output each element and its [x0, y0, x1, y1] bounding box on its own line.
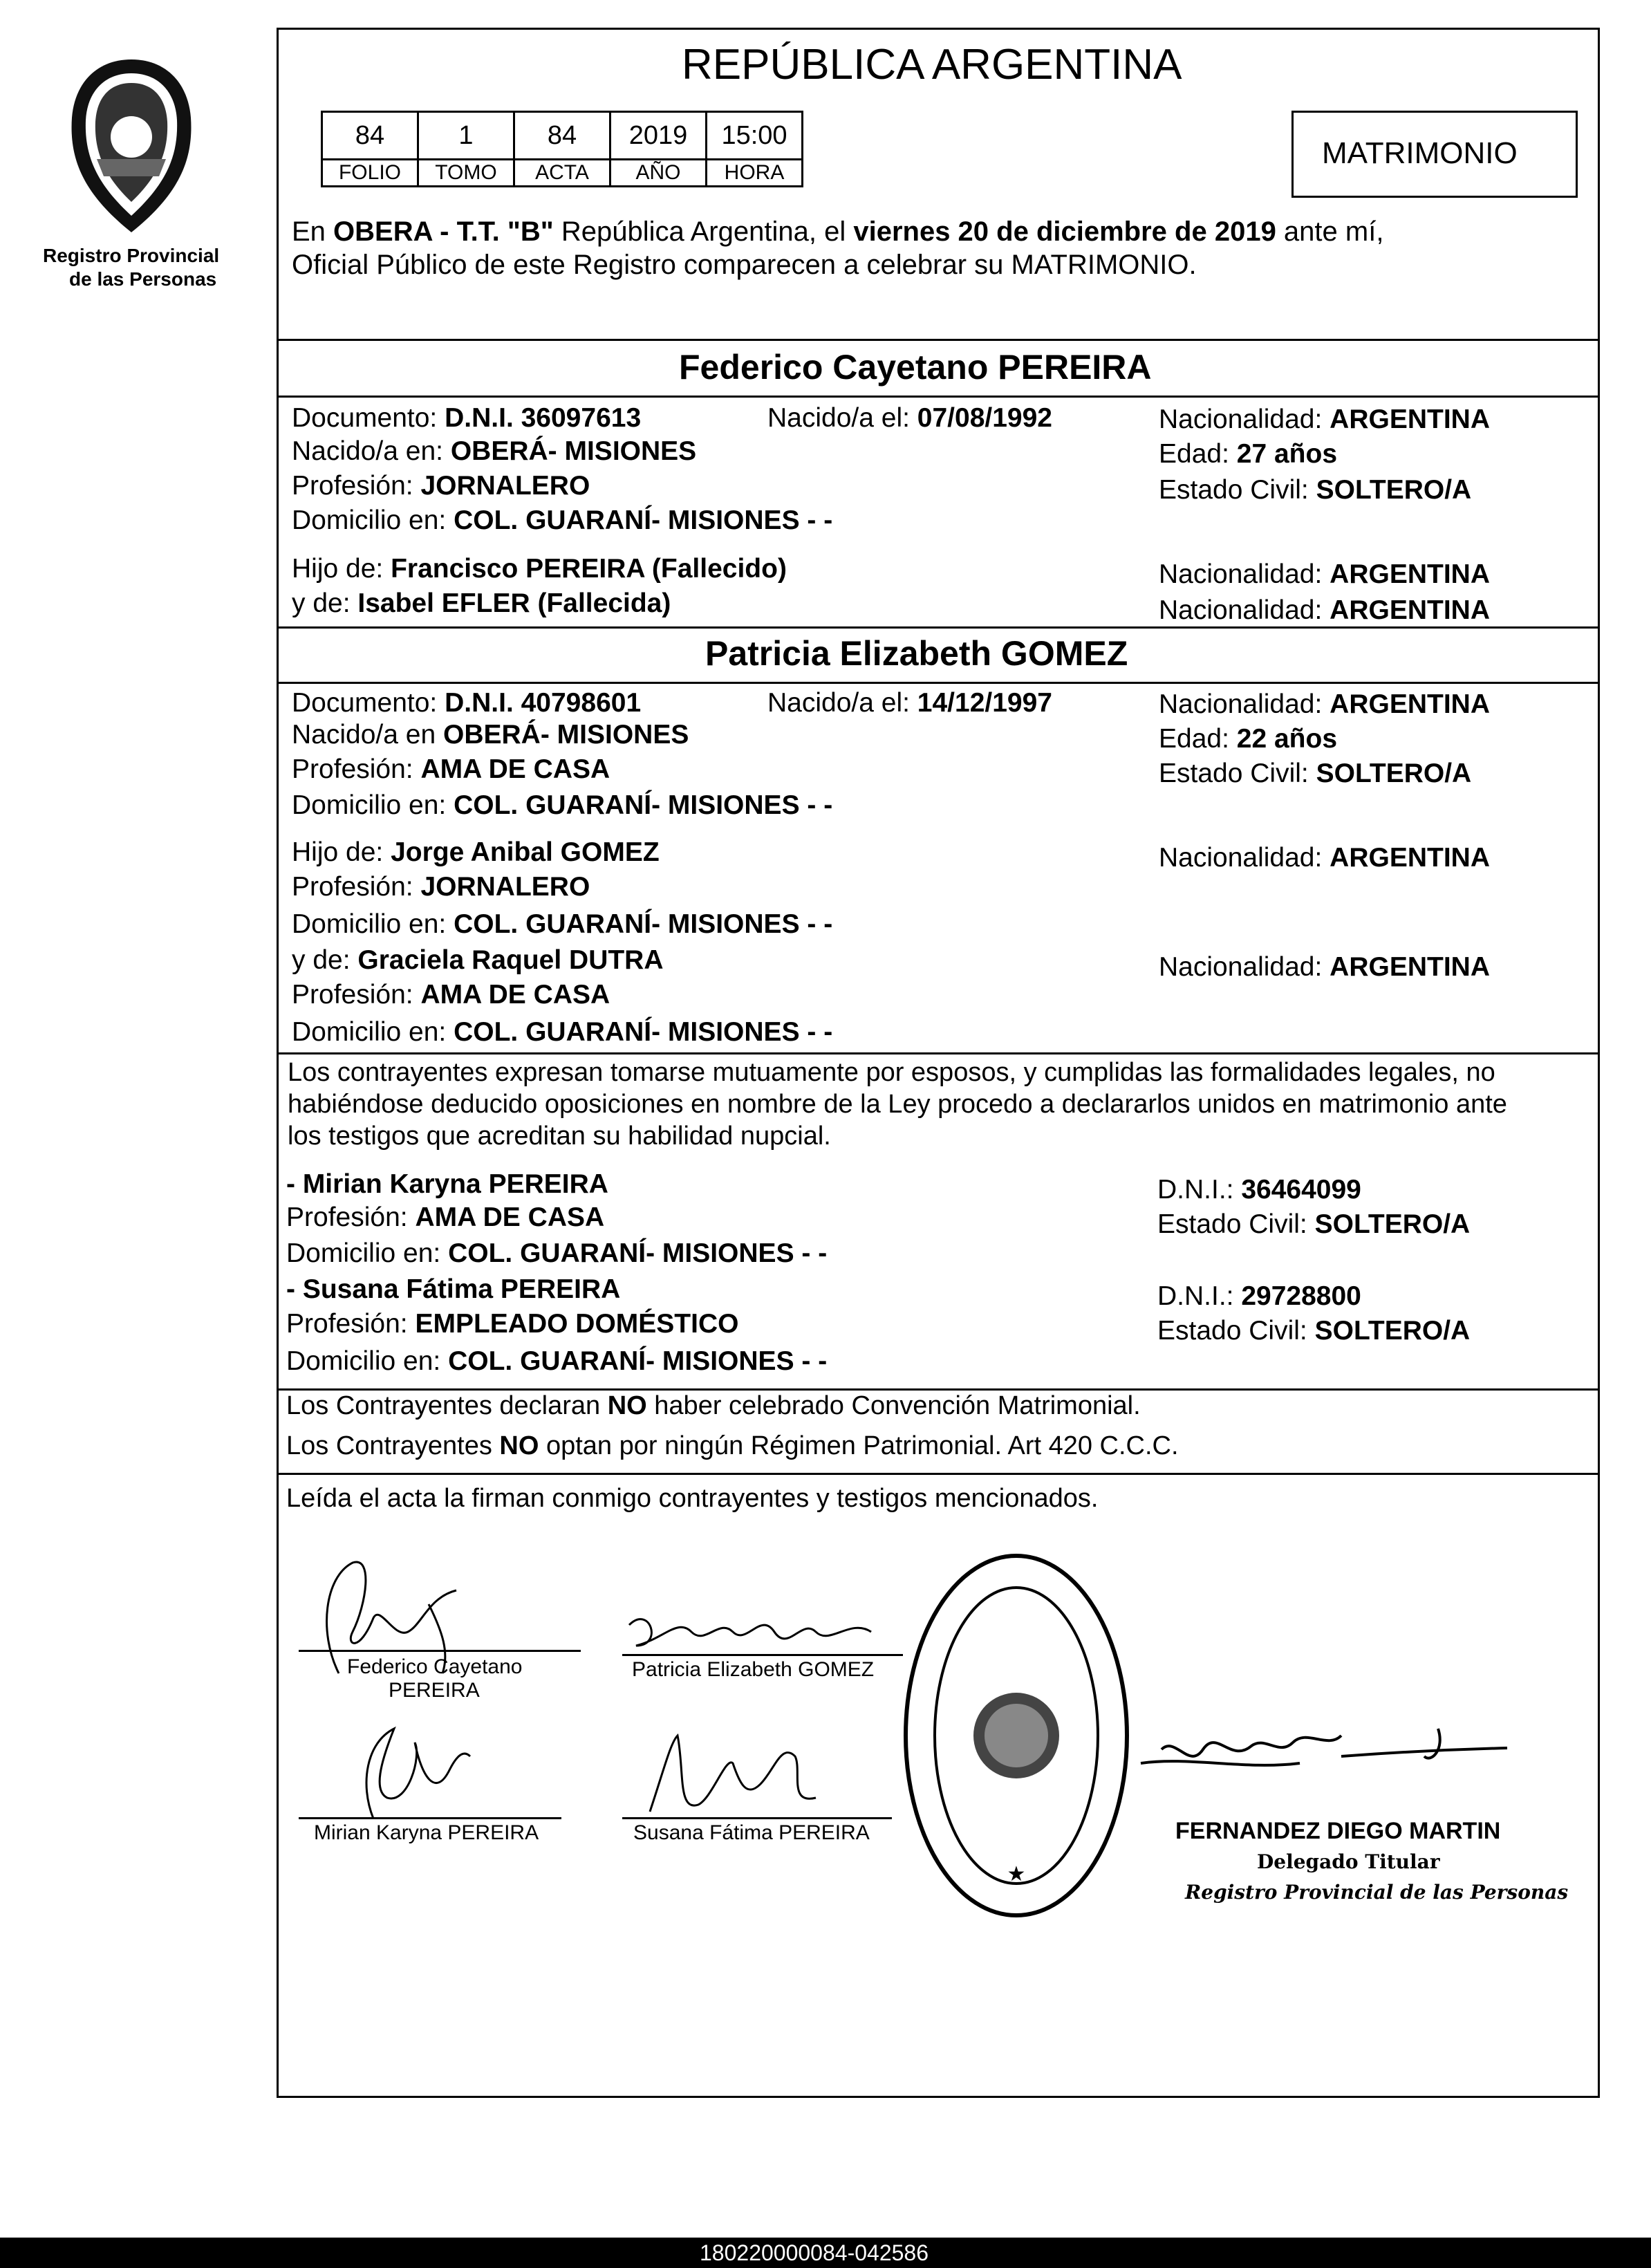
witness-1-name: - Mirian Karyna PEREIRA: [286, 1169, 608, 1199]
signature-line: [299, 1817, 561, 1819]
groom-born-place: Nacido/a en: OBERÁ- MISIONES: [292, 436, 697, 466]
divider: [277, 339, 1600, 341]
bride-nationality: Nacionalidad: ARGENTINA: [1159, 689, 1491, 719]
witness-2-signature-caption: Susana Fátima PEREIRA: [633, 1821, 870, 1844]
signature-line: [622, 1654, 903, 1656]
officer-signature: [1134, 1708, 1514, 1791]
witness-2-name: - Susana Fátima PEREIRA: [286, 1274, 621, 1304]
groom-father: Hijo de: Francisco PEREIRA (Fallecido): [292, 554, 787, 584]
bride-mother-nationality: Nacionalidad: ARGENTINA: [1159, 952, 1491, 982]
groom-father-nationality: Nacionalidad: ARGENTINA: [1159, 559, 1491, 589]
groom-mother: y de: Isabel EFLER (Fallecida): [292, 588, 671, 618]
witness-1-dni: D.N.I.: 36464099: [1157, 1175, 1361, 1205]
witness-1-profession: Profesión: AMA DE CASA: [286, 1202, 605, 1232]
hora-value: 15:00: [707, 112, 803, 160]
doc-type-label: MATRIMONIO: [1322, 136, 1518, 170]
groom-domicile: Domicilio en: COL. GUARANÍ- MISIONES - -: [292, 505, 833, 535]
declaration-line-2: habiéndose deducido oposiciones en nombre de la Ley procedo a declararlos unidos en matrimonio ante: [288, 1090, 1507, 1119]
bride-age: Edad: 22 años: [1159, 724, 1338, 754]
acta-value: 84: [514, 112, 610, 160]
bride-signature-caption: Patricia Elizabeth GOMEZ: [632, 1658, 875, 1681]
bride-domicile: Domicilio en: COL. GUARANÍ- MISIONES - -: [292, 790, 833, 820]
bride-father-nationality: Nacionalidad: ARGENTINA: [1159, 843, 1491, 873]
declaration-line-1: Los contrayentes expresan tomarse mutuamente por esposos, y cumplidas las formalidades legales, no: [288, 1058, 1495, 1087]
groom-name: Federico Cayetano PEREIRA: [679, 348, 1152, 387]
intro-place: OBERA - T.T. "B": [333, 216, 554, 247]
tomo-label: TOMO: [418, 160, 514, 187]
intro-line-2: Oficial Público de este Registro comparecen a celebrar su MATRIMONIO.: [292, 250, 1197, 280]
groom-document: Documento: D.N.I. 36097613: [292, 403, 642, 433]
bride-mother: y de: Graciela Raquel DUTRA: [292, 945, 664, 975]
bride-profession: Profesión: AMA DE CASA: [292, 754, 610, 784]
bride-document: Documento: D.N.I. 40798601: [292, 688, 642, 718]
groom-mother-nationality: Nacionalidad: ARGENTINA: [1159, 595, 1491, 625]
officer-title: Delegado Titular: [1257, 1850, 1440, 1873]
registry-label-2: de las Personas: [69, 268, 217, 290]
hora-label: HORA: [707, 160, 803, 187]
bride-father-domicile: Domicilio en: COL. GUARANÍ- MISIONES - -: [292, 909, 833, 939]
bride-born-date: Nacido/a el: 14/12/1997: [767, 688, 1052, 718]
witness-2-domicile: Domicilio en: COL. GUARANÍ- MISIONES - -: [286, 1346, 828, 1376]
registry-label-1: Registro Provincial: [43, 245, 220, 266]
bride-name: Patricia Elizabeth GOMEZ: [705, 634, 1128, 673]
folio-table: [321, 111, 803, 187]
groom-age: Edad: 27 años: [1159, 439, 1338, 469]
intro-p1: En: [292, 216, 334, 247]
divider: [277, 682, 1600, 684]
intro-line-1: [292, 216, 1383, 248]
signature-line: [622, 1817, 892, 1819]
intro-date: viernes 20 de diciembre de 2019: [853, 216, 1276, 247]
closing-text: Leída el acta la firman conmigo contrayentes y testigos mencionados.: [286, 1484, 1099, 1513]
officer-name: FERNANDEZ DIEGO MARTIN: [1175, 1818, 1501, 1844]
anio-label: AÑO: [610, 160, 707, 187]
bride-born-place: Nacido/a en OBERÁ- MISIONES: [292, 720, 689, 750]
groom-nationality: Nacionalidad: ARGENTINA: [1159, 405, 1491, 434]
regime-line-1: Los Contrayentes declaran NO haber celebrado Convención Matrimonial.: [286, 1391, 1141, 1420]
divider: [277, 1473, 1600, 1475]
tomo-value: 1: [418, 112, 514, 160]
groom-signature-caption-2: PEREIRA: [389, 1679, 480, 1702]
witness-2-civil-status: Estado Civil: SOLTERO/A: [1157, 1316, 1471, 1346]
witness-2-dni: D.N.I.: 29728800: [1157, 1281, 1361, 1311]
witness-1-signature: [332, 1715, 484, 1825]
folio-label: FOLIO: [322, 160, 418, 187]
divider: [277, 1052, 1600, 1054]
bride-signature: [622, 1604, 885, 1660]
divider: [277, 626, 1600, 629]
country-title: REPÚBLICA ARGENTINA: [682, 41, 1182, 89]
groom-profession: Profesión: JORNALERO: [292, 471, 590, 501]
divider: [277, 396, 1600, 398]
bride-mother-domicile: Domicilio en: COL. GUARANÍ- MISIONES - -: [292, 1017, 833, 1047]
bride-civil-status: Estado Civil: SOLTERO/A: [1159, 759, 1472, 788]
intro-p3: ante mí,: [1276, 216, 1384, 247]
declaration-line-3: los testigos que acreditan su habilidad nupcial.: [288, 1122, 831, 1151]
acta-label: ACTA: [514, 160, 610, 187]
official-stamp: [899, 1549, 1134, 1922]
groom-signature-caption-1: Federico Cayetano: [347, 1655, 523, 1678]
witness-2-signature: [636, 1729, 843, 1825]
witness-1-signature-caption: Mirian Karyna PEREIRA: [314, 1821, 539, 1844]
folio-value: 84: [322, 112, 418, 160]
svg-text:★: ★: [1007, 1862, 1026, 1886]
barcode-number: 180220000084-042586: [700, 2240, 929, 2265]
witness-1-civil-status: Estado Civil: SOLTERO/A: [1157, 1209, 1471, 1239]
witness-1-domicile: Domicilio en: COL. GUARANÍ- MISIONES - -: [286, 1238, 828, 1268]
officer-registry: Registro Provincial de las Personas: [1185, 1881, 1569, 1904]
intro-p2: República Argentina, el: [553, 216, 854, 247]
bride-father-profession: Profesión: JORNALERO: [292, 872, 590, 902]
signature-line: [299, 1650, 581, 1652]
witness-2-profession: Profesión: EMPLEADO DOMÉSTICO: [286, 1309, 739, 1339]
groom-civil-status: Estado Civil: SOLTERO/A: [1159, 475, 1472, 505]
anio-value: 2019: [610, 112, 707, 160]
regime-line-2: Los Contrayentes NO optan por ningún Régimen Patrimonial. Art 420 C.C.C.: [286, 1431, 1179, 1460]
groom-born-date: Nacido/a el: 07/08/1992: [767, 403, 1052, 433]
bride-mother-profession: Profesión: AMA DE CASA: [292, 980, 610, 1010]
provincial-logo: [55, 55, 207, 236]
bride-father: Hijo de: Jorge Anibal GOMEZ: [292, 837, 660, 867]
